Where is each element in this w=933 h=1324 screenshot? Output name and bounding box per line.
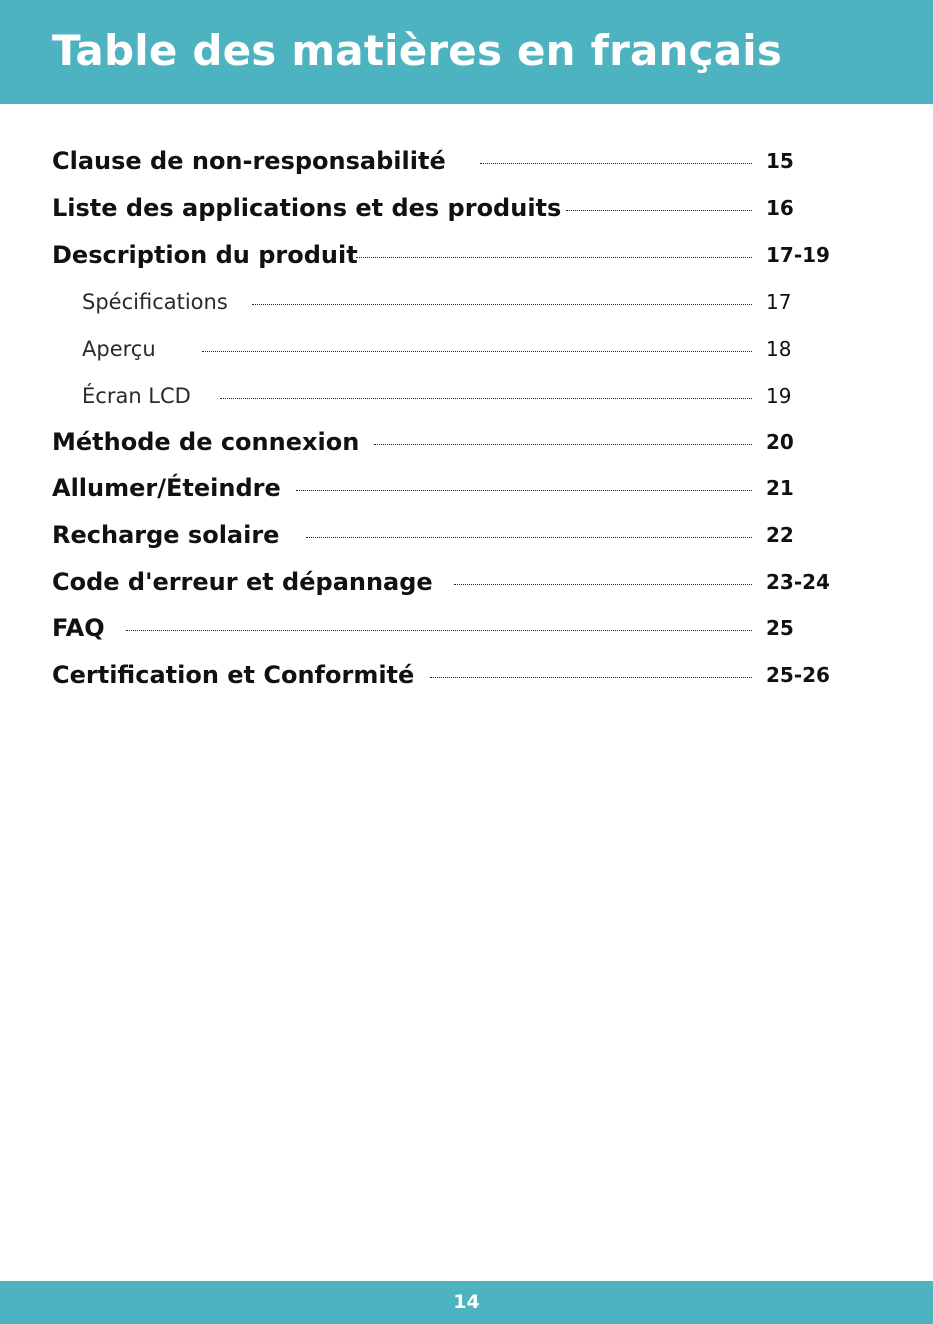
page-title: Table des matières en français (52, 26, 783, 75)
toc-entry-label: Code d'erreur et dépannage (52, 568, 433, 596)
toc-entry-label: Certification et Conformité (52, 661, 415, 689)
toc-dot-leader (374, 444, 752, 445)
toc-entry-page: 16 (766, 196, 794, 220)
toc-entry-page: 15 (766, 149, 794, 173)
toc-entry-page: 22 (766, 523, 794, 547)
toc-dot-leader (356, 257, 752, 258)
toc-entry-label: Méthode de connexion (52, 428, 360, 456)
page-number: 14 (453, 1291, 480, 1313)
toc-entry-faq[interactable] (52, 613, 832, 643)
toc-entry-page: 21 (766, 476, 794, 500)
toc-entry-power-on-off[interactable] (52, 473, 832, 503)
toc-entry-overview[interactable] (52, 334, 832, 364)
toc-dot-leader (430, 677, 752, 678)
toc-dot-leader (296, 490, 752, 491)
toc-entry-label: FAQ (52, 614, 105, 642)
toc-dot-leader (454, 584, 752, 585)
toc-entry-page: 17 (766, 290, 792, 314)
toc-entry-label: Allumer/Éteindre (52, 474, 281, 502)
footer-bar (0, 1281, 933, 1324)
toc-entry-connection-method[interactable] (52, 427, 832, 457)
toc-entry-lcd-screen[interactable] (52, 381, 832, 411)
toc-entry-disclaimer[interactable] (52, 146, 832, 176)
header-banner (0, 0, 933, 104)
toc-dot-leader (126, 630, 752, 631)
toc-entry-label: Description du produit (52, 241, 358, 269)
toc-entry-error-code-troubleshooting[interactable] (52, 567, 832, 597)
toc-entry-page: 19 (766, 384, 792, 408)
toc-entry-page: 25-26 (766, 663, 830, 687)
toc-entry-label: Aperçu (82, 337, 156, 361)
toc-entry-page: 20 (766, 430, 794, 454)
toc-entry-label: Clause de non-responsabilité (52, 147, 446, 175)
toc-entry-label: Liste des applications et des produits (52, 194, 562, 222)
toc-dot-leader (202, 351, 752, 352)
toc-entry-app-product-list[interactable] (52, 193, 832, 223)
toc-entry-product-description[interactable] (52, 240, 832, 270)
toc-entry-page: 23-24 (766, 570, 830, 594)
toc-entry-page: 25 (766, 616, 794, 640)
toc-dot-leader (480, 163, 752, 164)
toc-dot-leader (220, 398, 752, 399)
toc-entry-specifications[interactable] (52, 287, 832, 317)
toc-entry-page: 17-19 (766, 243, 830, 267)
toc-entry-label: Écran LCD (82, 384, 191, 408)
toc-dot-leader (566, 210, 752, 211)
toc-dot-leader (306, 537, 752, 538)
toc-entry-certification-compliance[interactable] (52, 660, 832, 690)
toc-entry-page: 18 (766, 337, 792, 361)
toc-entry-label: Spécifications (82, 290, 228, 314)
toc-dot-leader (252, 304, 752, 305)
toc-entry-solar-charging[interactable] (52, 520, 832, 550)
toc-entry-label: Recharge solaire (52, 521, 280, 549)
